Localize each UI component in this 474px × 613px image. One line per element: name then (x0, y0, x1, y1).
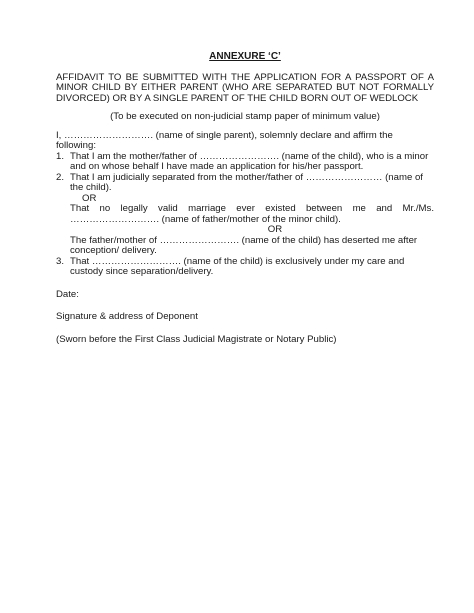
list-item (56, 257, 434, 278)
item-text: That ………………………. (name of the child) is exclusively under my care and custody since separation/delivery. (70, 255, 405, 277)
sworn-note: (Sworn before the First Class Judicial Magistrate or Notary Public) (56, 333, 337, 345)
item-text-alternate: The father/mother of ……………………. (name of the child) has deserted me after conception/ delivery. (70, 234, 418, 256)
date-label: Date: (56, 288, 79, 300)
item-text-alternate: That no legally valid marriage ever existed between me and Mr./Ms. ………………………. (name of father/mother of the minor child). (70, 203, 434, 225)
item-text: That I am the mother/father of ……………………. (name of the child), who is a minor and on whose behalf I have made an application for his/her passport. (70, 150, 429, 172)
stamp-paper-note: (To be executed on non-judicial stamp paper of minimum value) (110, 111, 380, 122)
or-separator: OR (82, 192, 97, 204)
item-text: That I am judicially separated from the mother/father of …………………… (name of the child). (70, 171, 423, 193)
list-item (56, 152, 434, 173)
list-item (56, 173, 434, 194)
document-body (56, 52, 434, 345)
declaration-intro: I, ………………………. (name of single parent), solemnly declare and affirm the following: (56, 129, 393, 151)
item-number: 3. (56, 255, 65, 267)
document-title: ANNEXURE ‘C’ (209, 51, 281, 62)
signature-label: Signature & address of Deponent (56, 311, 198, 322)
item-number: 1. (56, 150, 65, 162)
item-number: 2. (56, 171, 65, 183)
or-separator: OR (267, 224, 283, 235)
affidavit-heading: AFFIDAVIT TO BE SUBMITTED WITH THE APPLICATION FOR A PASSPORT OF A MINOR CHILD BY EITHER PARENT (WHO ARE SEPARATED BUT NOT FORMALLY DIVORCED) OR BY A SINGLE PARENT OF THE CHILD BORN OUT OF WEDLOCK (56, 71, 434, 104)
